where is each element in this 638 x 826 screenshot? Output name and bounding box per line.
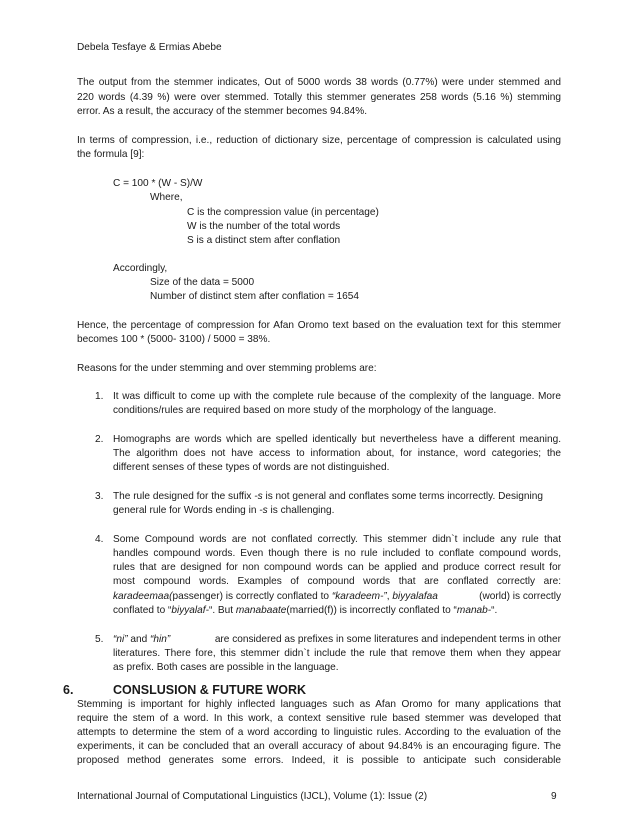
list-number: 5. [95,634,104,645]
example-word: karadeemaa( [113,591,173,602]
list-item-line: It was difficult to come up with the complete rule because of the complexity of the language. More [113,391,561,402]
text-run: is challenging. [267,505,335,516]
list-item-line: Homographs are words which are spelled identically but nevertheless have a different meaning. [113,434,561,445]
formula-where: Where, [150,192,183,203]
example-word: manabaate [235,605,287,616]
page-number: 9 [551,791,557,802]
formula-definition: W is the number of the total words [187,221,341,232]
text-run: are considered as prefixes in some literatures and independent terms in other [214,634,561,645]
formula-definition: S is a distinct stem after conflation [187,235,341,246]
text-run: general rule for Words ending in [113,505,260,516]
list-item-line: The algorithm does not have access to information about, for instance, word categories; the [113,448,561,459]
body-text-line: 220 words (4.39 %) were over stemmed. Totally this stemmer generates 258 words (5.16 %) stemming [77,92,561,103]
suffix-term: -s [254,491,263,502]
body-text-line: Hence, the percentage of compression for Afan Oromo text based on the evaluation text for this stemmer [77,320,561,331]
body-text-line: experiments, it can be concluded that an overall accuracy of about 94.84% is an encouraging figure. The [77,741,561,752]
list-item-line: literatures. There fore, this stemmer didn`t include the rule that remove them when they appear [113,648,561,659]
list-item-line [113,604,497,617]
section-number: 6. [63,683,74,697]
list-number: 1. [95,391,104,402]
list-item-line [113,633,561,646]
body-text-line: error. As a result, the accuracy of the stemmer becomes 94.84%. [77,106,368,117]
formula-definition: C is the compression value (in percentage) [187,207,379,218]
text-run: “. [491,605,498,616]
text-run: (world) is correctly [479,591,561,602]
list-number: 2. [95,434,104,445]
list-item-line: rules that are designed for non compound words can be applied and produce correct result for [113,562,561,573]
list-item-line: most compound words. Examples of compound words that are conflated correctly are: [113,576,561,587]
example-stem: biyyalaf- [171,605,209,616]
prefix-term: “hin” [150,634,171,645]
body-text-line: the formula [9]: [77,149,145,160]
example-stem: manab- [456,605,492,616]
list-item-line [113,590,561,603]
footer-journal: International Journal of Computational Linguistics (IJCL), Volume (1): Issue (2) [77,791,428,802]
formula-equation: C = 100 * (W - S)/W [113,178,203,189]
text-run: , [386,591,393,602]
example-stem: “karadeem-” [331,591,387,602]
list-item-line: different senses of these types of words are not distinguished. [113,462,390,473]
example-word: biyyalafaa [392,591,438,602]
prefix-term: “ni” [113,634,128,645]
list-item-line: as prefix. Both cases are possible in the language. [113,662,339,673]
list-item-line [113,504,334,517]
text-run: “. But [208,605,236,616]
suffix-term: -s [259,505,268,516]
text-run: conflated to “ [113,605,172,616]
text-run: passenger) is correctly conflated to [172,591,332,602]
body-text-line: require the stem of a word. In this work, a context sensitive rule based stemmer was developed that [77,713,561,724]
text-run: is not general and conflates some terms incorrectly. Designing [262,491,543,502]
body-text-line: proposed method generates some errors. Indeed, it is possible to anticipate such considerable [77,755,561,766]
text-run: The rule designed for the suffix [113,491,255,502]
text-run: (married(f)) is incorrectly conflated to “ [286,605,457,616]
section-title: CONSLUSION & FUTURE WORK [113,683,307,697]
running-header-authors: Debela Tesfaye & Ermias Abebe [77,42,222,53]
list-item-line: conditions/rules are required based on more study of the morphology of the language. [113,405,497,416]
body-text-line: Reasons for the under stemming and over stemming problems are: [77,363,377,374]
formula-value: Size of the data = 5000 [150,277,255,288]
body-text-line: The output from the stemmer indicates, Out of 5000 words 38 words (0.77%) were under stemmed and [77,77,561,88]
list-number: 3. [95,491,104,502]
formula-value: Number of distinct stem after conflation = 1654 [150,291,359,302]
formula-accordingly: Accordingly, [113,263,168,274]
list-item-line: Some Compound words are not conflated correctly. This stemmer didn`t include any rule that [113,534,561,545]
body-text-line: attempts to determine the stem of a word according to linguistic rules. According to the evaluation of the [77,727,561,738]
list-item-line [113,490,543,503]
body-text-line: Stemming is important for highly inflected languages such as Afan Oromo for many applications that [77,699,561,710]
body-text-line: becomes 100 * (5000- 3100) / 5000 = 38%. [77,334,271,345]
list-number: 4. [95,534,104,545]
list-item-line: handles compound words. Even though there is no rule included to conflate compound words, [113,548,561,559]
text-run: and [127,634,151,645]
body-text-line: In terms of compression, i.e., reduction of dictionary size, percentage of compression is calculated using [77,135,561,146]
